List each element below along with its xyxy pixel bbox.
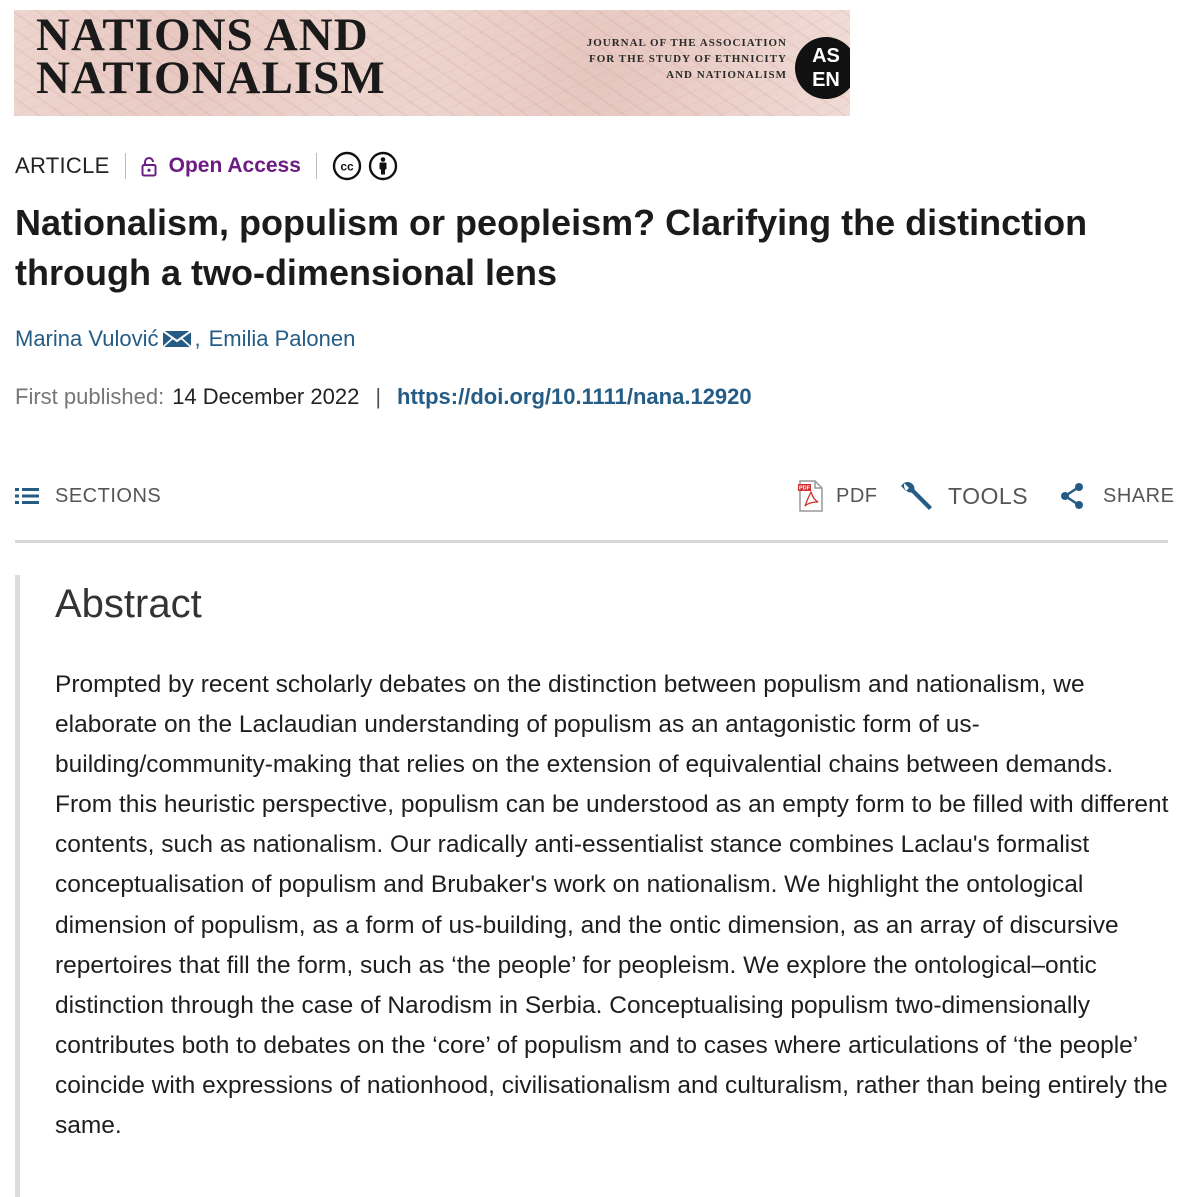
open-access-label: Open Access bbox=[168, 154, 301, 177]
tools-button[interactable] bbox=[900, 474, 1028, 518]
pdf-file-icon bbox=[798, 480, 824, 512]
svg-text:cc: cc bbox=[340, 159, 354, 174]
abstract-text: Prompted by recent scholarly debates on the distinction between populism and nationalism, we elaborate on the Laclaudian understanding of populism as an antagonistic form of us-building/community-making that relies on the extension of equivalential chains between demands. From this heuristic perspective, populism can be understood as an empty form to be filled with different contents, such as nationalism. Our radically anti-essentialist stance combines Laclau's formalist conceptualisation of populism and Brubaker's work on nationalism. We highlight the ontological dimension of populism, as a form of us-building, and the ontic dimension, as an array of discursive repertoires that fill the form, such as ‘the people’ for peopleism. We explore the ontological–ontic distinction through the case of Narodism in Serbia. Conceptualising populism two-dimensionally contributes both to debates on the ‘core’ of populism and to cases where articulations of ‘the people’ coincide with expressions of nationhood, civilisationalism and culturalism, rather than being entirely the same. bbox=[55, 671, 1169, 1140]
article-title: Nationalism, populism or peopleism? Clarifying the distinction through a two-dimensional lens bbox=[15, 202, 1088, 293]
license-icons[interactable] bbox=[332, 151, 404, 181]
article-toolbar bbox=[15, 474, 1175, 518]
abstract-heading: Abstract bbox=[55, 582, 202, 626]
envelope-icon[interactable] bbox=[162, 329, 192, 349]
doi-link[interactable]: https://doi.org/10.1111/nana.12920 bbox=[397, 384, 752, 409]
svg-text:PDF: PDF bbox=[799, 485, 810, 492]
journal-subtitle: JOURNAL OF THE ASSOCIATION FOR THE STUDY OF ETHNICITY AND NATIONALISM bbox=[586, 37, 787, 81]
meta-divider bbox=[125, 153, 126, 179]
journal-title: NATIONS AND NATIONALISM bbox=[36, 10, 386, 104]
abstract-left-rule bbox=[15, 575, 20, 1197]
toolbar-divider bbox=[15, 540, 1168, 543]
author-list bbox=[15, 326, 355, 352]
pdf-button[interactable] bbox=[798, 474, 878, 518]
sections-button[interactable] bbox=[15, 474, 161, 518]
sections-label: SECTIONS bbox=[55, 484, 162, 507]
lock-icon bbox=[141, 156, 157, 177]
publication-separator: | bbox=[375, 384, 382, 409]
open-access-badge[interactable] bbox=[141, 154, 301, 178]
attribution-icon bbox=[368, 151, 398, 181]
tools-label: TOOLS bbox=[948, 482, 1029, 509]
author-link[interactable]: Emilia Palonen bbox=[208, 326, 356, 351]
publication-info bbox=[15, 384, 752, 410]
author-separator: , bbox=[194, 326, 201, 351]
first-published-label: First published: bbox=[15, 384, 165, 409]
share-icon bbox=[1059, 482, 1085, 510]
asen-logo: AS EN bbox=[795, 37, 850, 99]
meta-divider-2 bbox=[316, 153, 317, 179]
wrench-icon bbox=[900, 479, 934, 513]
list-icon bbox=[15, 487, 39, 505]
pdf-label: PDF bbox=[836, 484, 878, 507]
article-meta-row bbox=[15, 148, 404, 184]
author-link[interactable]: Marina Vulović bbox=[15, 326, 159, 351]
share-label: SHARE bbox=[1103, 484, 1175, 507]
share-button[interactable] bbox=[1059, 474, 1174, 518]
journal-banner[interactable] bbox=[14, 10, 850, 116]
first-published-date: 14 December 2022 bbox=[172, 384, 360, 409]
article-type: ARTICLE bbox=[15, 153, 110, 178]
creative-commons-icon bbox=[332, 151, 362, 181]
